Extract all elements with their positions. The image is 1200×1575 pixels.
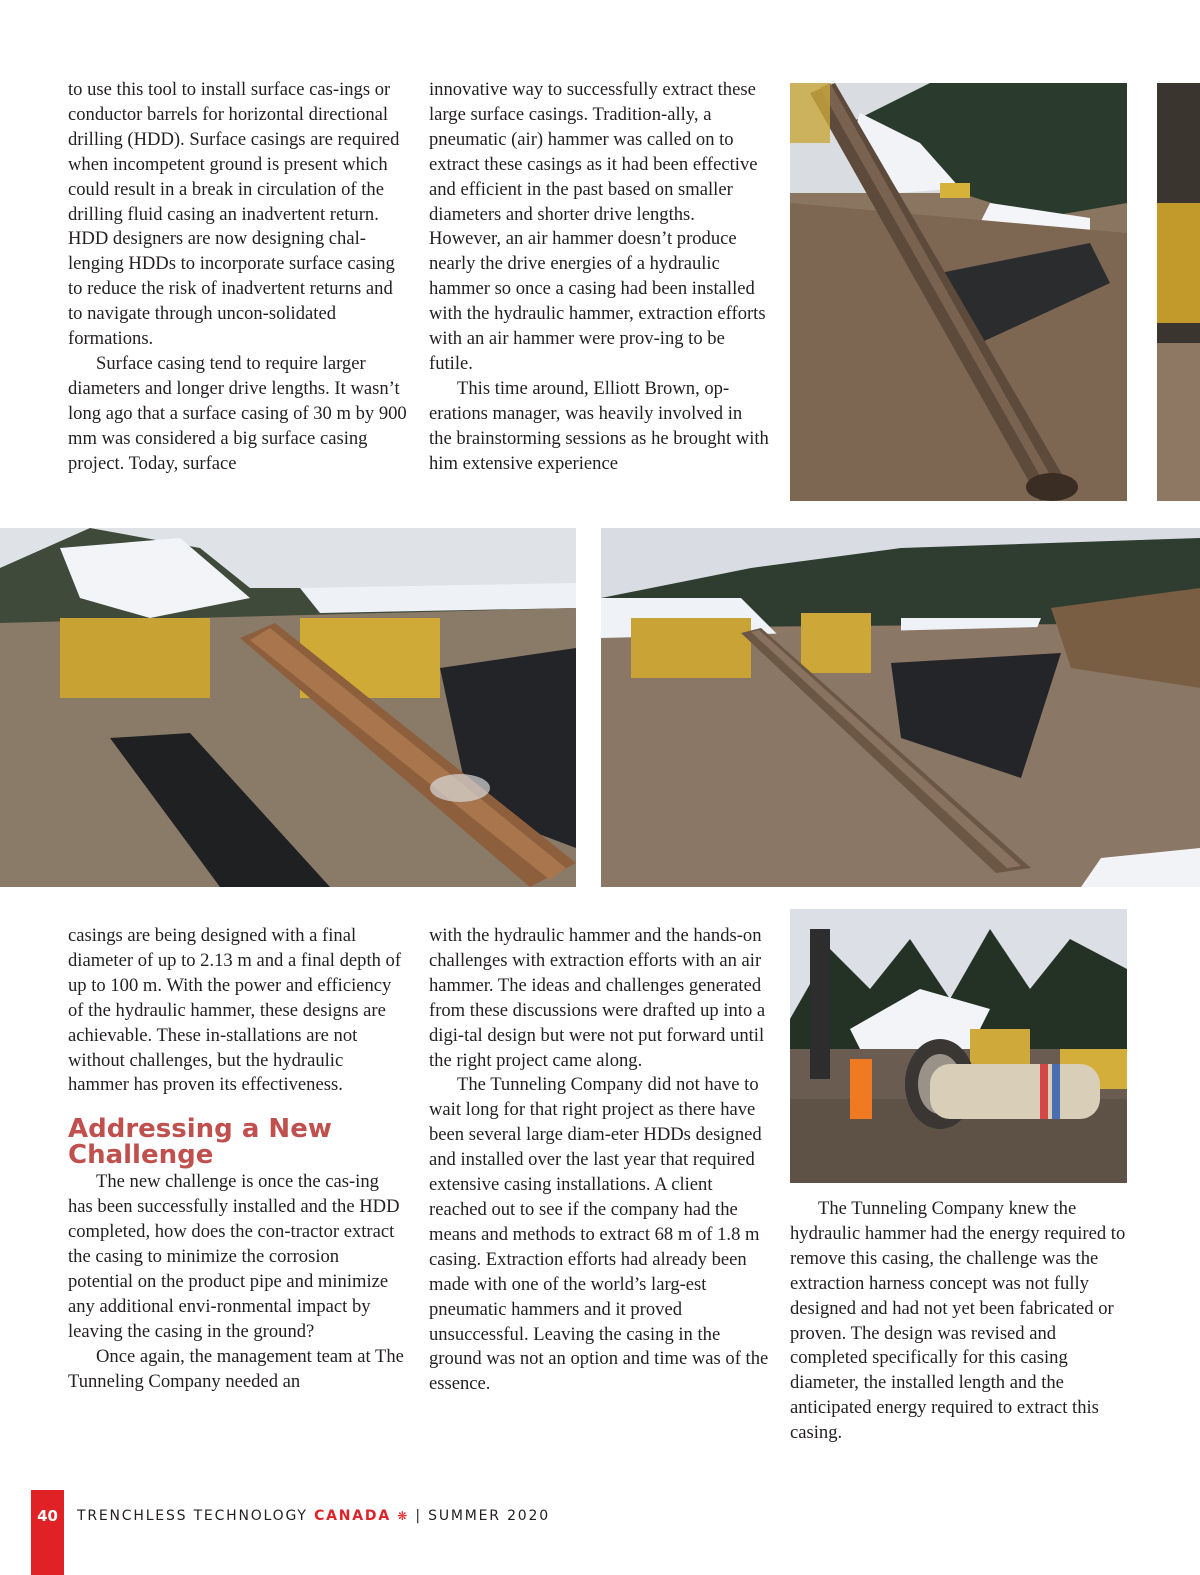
paragraph: This time around, Elliott Brown, op-erations manager, was heavily involved in the brainstorming sessions as he brought with him extensive experience bbox=[429, 377, 769, 474]
photo-casing-extraction-site bbox=[601, 528, 1200, 887]
footer-publication-line bbox=[77, 1508, 550, 1524]
photo-edge-sliver bbox=[1157, 83, 1200, 501]
footer-page-bar bbox=[31, 1490, 64, 1575]
paragraph: innovative way to successfully extract these large surface casings. Tradition-ally, a pneumatic (air) hammer was called on to extract these casings as it had been effective and efficient in the past based on smaller diameters and shorter drive lengths. However, an air hammer doesn’t produce nearly the drive energies of a hydraulic hammer so once a casing had been installed with the hydraulic hammer, extraction efforts with an air hammer were prov-ing to be futile. bbox=[429, 79, 766, 374]
footer-separator: | bbox=[415, 1508, 422, 1524]
paragraph: The Tunneling Company knew the hydraulic hammer had the energy required to remove this casing, the challenge was the extraction harness concept was not fully designed and had not yet been fabricated or proven. The design was revised and completed specifically for this casing diameter, the installed length and the anticipated energy required to extract this casing. bbox=[790, 1198, 1126, 1444]
photo-casing-trench bbox=[790, 83, 1127, 501]
paragraph: Surface casing tend to require larger diameters and longer drive lengths. It wasn’t long ago that a surface casing of 30 m by 900 mm was considered a big surface casing project. Today, surface bbox=[68, 352, 407, 474]
paragraph: casings are being designed with a final diameter of up to 2.13 m and a final depth of up to 100 m. With the power and efficiency of the hydraulic hammer, these designs are achievable. These in-stallations are not without challenges, but the hydraulic hammer has proven its effectiveness. bbox=[68, 925, 402, 1096]
page-number: 40 bbox=[37, 1507, 58, 1525]
bottom-column-1 bbox=[68, 924, 408, 1395]
top-column-2 bbox=[429, 78, 769, 477]
bottom-column-2 bbox=[429, 924, 769, 1397]
paragraph: The Tunneling Company did not have to wait long for that right project as there have been several large diam-eter HDDs designed and installed over the last year that required extensive casing installations. A client reached out to see if the company had the means and methods to extract 68 m of 1.8 m casing. Extraction efforts had already been made with one of the world’s larg-est pneumatic hammers and it proved unsuccessful. Leaving the casing in the ground was not an option and time was of the essence. bbox=[429, 1074, 769, 1395]
publication-accent: CANADA bbox=[314, 1508, 391, 1524]
maple-leaf-icon: ❋ bbox=[397, 1509, 410, 1523]
issue-label: SUMMER 2020 bbox=[428, 1508, 550, 1524]
bottom-column-3 bbox=[790, 1197, 1127, 1446]
paragraph: Once again, the management team at The Tunneling Company needed an bbox=[68, 1345, 404, 1392]
section-heading: Addressing a New Challenge bbox=[68, 1114, 332, 1171]
paragraph: with the hydraulic hammer and the hands-on challenges with extraction efforts with an air hammer. The ideas and challenges generated from these discussions were drafted up into a digi-tal design but were not put forward until the right project came along. bbox=[429, 925, 766, 1071]
photo-sidebooms-casing bbox=[0, 528, 576, 887]
publication-name: TRENCHLESS TECHNOLOGY bbox=[77, 1508, 308, 1524]
top-column-1 bbox=[68, 78, 408, 477]
paragraph: The new challenge is once the cas-ing has been successfully installed and the HDD completed, how does the con-tractor extract the casing to minimize the corrosion potential on the product pipe and minimize any additional envi-ronmental impact by leaving the casing in the ground? bbox=[68, 1171, 400, 1342]
photo-extraction-harness bbox=[790, 909, 1127, 1183]
paragraph: to use this tool to install surface cas-ings or conductor barrels for horizontal directional drilling (HDD). Surface casings are required when incompetent ground is present which could result in a break in circulation of the drilling fluid casing an inadvertent return. HDD designers are now designing chal-lenging HDDs to incorporate surface casing to reduce the risk of inadvertent returns and to navigate through uncon-solidated formations. bbox=[68, 79, 400, 350]
